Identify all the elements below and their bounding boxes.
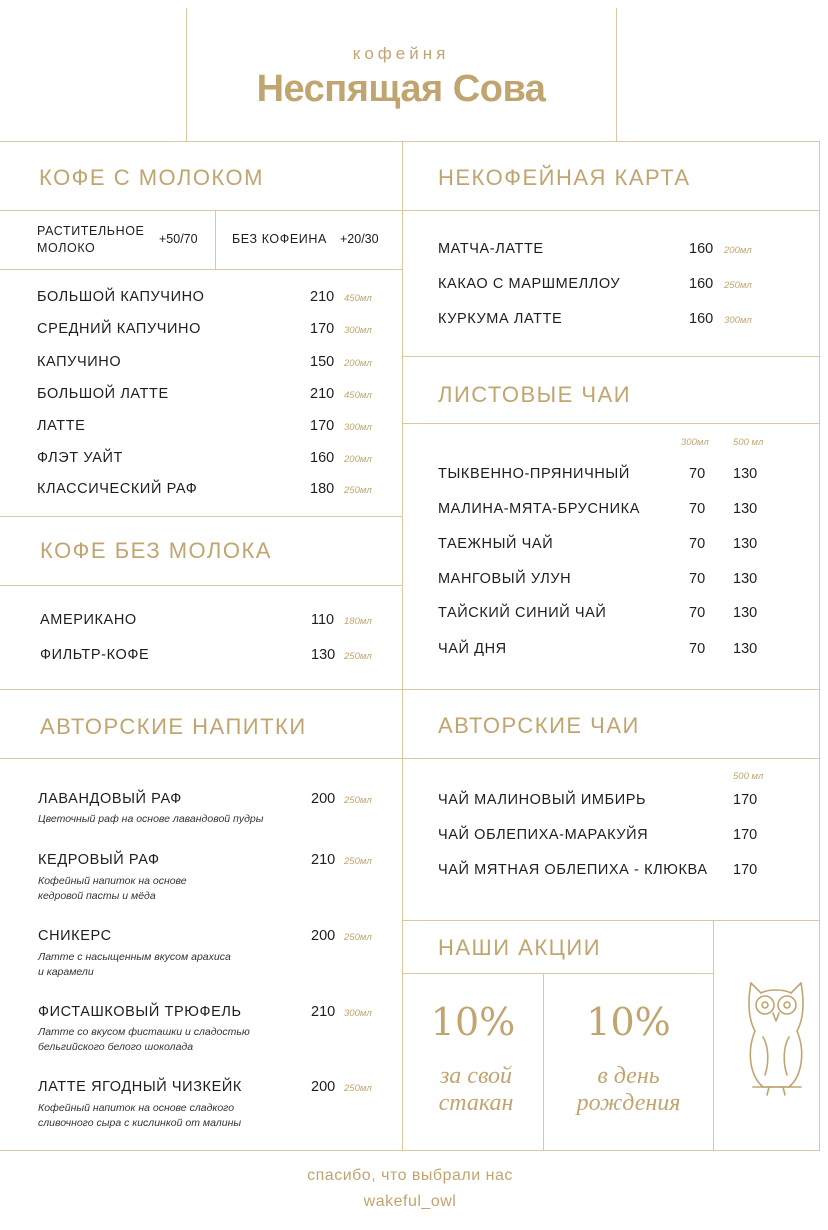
price-large: 130 [733, 605, 758, 621]
item-name: МАНГОВЫЙ УЛУН [438, 571, 572, 587]
promo-value: 10% [430, 1000, 516, 1044]
divider [819, 141, 820, 1150]
section-title: АВТОРСКИЕ ЧАИ [438, 713, 640, 738]
addon-label: МОЛОКО [37, 241, 96, 255]
item-volume: 300мл [344, 1008, 372, 1019]
description-line: сливочного сыра с кислинкой от малины [38, 1117, 242, 1129]
item-price: 170 [733, 862, 758, 878]
promo-text [403, 1063, 549, 1117]
item-name: ЧАЙ МАЛИНОВЫЙ ИМБИРЬ [438, 792, 647, 808]
addon-price: +20/30 [340, 232, 379, 246]
item-price: 170 [310, 418, 335, 434]
item-price: 150 [310, 354, 335, 370]
divider [0, 758, 402, 759]
divider [616, 8, 617, 141]
divider [0, 689, 402, 690]
price-small: 70 [689, 641, 706, 657]
item-volume: 250мл [344, 1083, 372, 1094]
price-large: 130 [733, 501, 758, 517]
section-title: ЛИСТОВЫЕ ЧАИ [438, 382, 632, 407]
item-price: 180 [310, 481, 335, 497]
item-volume: 300мл [344, 422, 372, 433]
item-price: 200 [311, 791, 336, 807]
divider [402, 689, 820, 690]
item-volume: 200мл [724, 245, 752, 256]
price-large: 130 [733, 466, 758, 482]
price-small: 70 [689, 501, 706, 517]
divider [0, 210, 402, 211]
item-volume: 250мл [344, 932, 372, 943]
item-description [38, 1025, 250, 1055]
item-name: ФИСТАШКОВЫЙ ТРЮФЕЛЬ [38, 1004, 242, 1020]
item-volume: 300мл [724, 315, 752, 326]
item-price: 210 [310, 386, 335, 402]
item-volume: 250мл [344, 856, 372, 867]
description-line: кедровой пасты и мёда [38, 890, 156, 902]
divider [0, 516, 402, 517]
description-line: и карамели [38, 966, 94, 978]
item-price: 170 [733, 827, 758, 843]
item-name: КУРКУМА ЛАТТЕ [438, 311, 563, 327]
price-large: 130 [733, 641, 758, 657]
item-name: КЛАССИЧЕСКИЙ РАФ [37, 481, 198, 497]
divider [0, 141, 820, 142]
addon-plant-milk [37, 223, 144, 257]
item-price: 210 [311, 1004, 336, 1020]
item-price: 160 [689, 311, 714, 327]
item-name: БОЛЬШОЙ ЛАТТЕ [37, 386, 169, 402]
column-header: 500 мл [733, 437, 764, 448]
item-price: 160 [310, 450, 335, 466]
item-description [38, 950, 231, 980]
footer-thanks: спасибо, что выбрали нас [307, 1167, 513, 1184]
item-name: КАКАО С МАРШМЕЛЛОУ [438, 276, 621, 292]
description-line: Латте с насыщенным вкусом арахиса [38, 951, 231, 963]
item-price: 130 [311, 647, 336, 663]
promo-line: рождения [576, 1090, 681, 1116]
item-price: 160 [689, 241, 714, 257]
price-large: 130 [733, 536, 758, 552]
divider [0, 1150, 820, 1151]
item-price: 170 [310, 321, 335, 337]
description-line: Кофейный напиток на основе [38, 875, 187, 887]
item-volume: 250мл [344, 651, 372, 662]
item-name: КАПУЧИНО [37, 354, 122, 370]
cafe-title: Неспящая Сова [256, 68, 546, 110]
item-volume: 250мл [344, 485, 372, 496]
description-line: Кофейный напиток на основе сладкого [38, 1102, 235, 1114]
section-title: КОФЕ БЕЗ МОЛОКА [40, 538, 272, 563]
description-line: Цветочный раф на основе лавандовой пудры [38, 813, 264, 825]
item-name: АМЕРИКАНО [40, 612, 137, 628]
section-title: АВТОРСКИЕ НАПИТКИ [40, 714, 307, 739]
section-title: КОФЕ С МОЛОКОМ [39, 165, 264, 190]
promo-line: в день [597, 1063, 660, 1089]
item-volume: 200мл [344, 454, 372, 465]
item-description [38, 1101, 241, 1131]
divider [402, 423, 820, 424]
item-volume: 250мл [344, 795, 372, 806]
item-price: 110 [311, 612, 335, 628]
item-name: КЕДРОВЫЙ РАФ [38, 852, 160, 868]
item-name: ЧАЙ ДНЯ [438, 641, 507, 657]
item-volume: 200мл [344, 358, 372, 369]
description-line: Латте со вкусом фисташки и сладостью [38, 1026, 250, 1038]
price-large: 130 [733, 571, 758, 587]
item-name: ТЫКВЕННО-ПРЯНИЧНЫЙ [438, 466, 630, 482]
item-name: МАЛИНА-МЯТА-БРУСНИКА [438, 501, 640, 517]
item-name: БОЛЬШОЙ КАПУЧИНО [37, 289, 205, 305]
addon-price: +50/70 [159, 232, 198, 246]
item-volume: 450мл [344, 293, 372, 304]
divider [0, 585, 402, 586]
divider [713, 920, 714, 1150]
divider [402, 141, 403, 1150]
divider [402, 758, 820, 759]
item-price: 200 [311, 928, 336, 944]
item-price: 170 [733, 792, 758, 808]
cafe-subtitle: кофейня [352, 44, 450, 63]
item-name: ЛАВАНДОВЫЙ РАФ [38, 791, 182, 807]
item-name: СРЕДНИЙ КАПУЧИНО [37, 321, 202, 337]
item-name: ЧАЙ ОБЛЕПИХА-МАРАКУЙЯ [438, 827, 649, 843]
divider [215, 210, 216, 269]
item-volume: 250мл [724, 280, 752, 291]
section-title: НЕКОФЕЙНАЯ КАРТА [438, 165, 691, 190]
item-name: ЛАТТЕ ЯГОДНЫЙ ЧИЗКЕЙК [38, 1079, 242, 1095]
item-name: ФИЛЬТР-КОФЕ [40, 647, 150, 663]
promo-line: за свой [439, 1063, 513, 1089]
instagram-handle[interactable]: wakeful_owl [363, 1193, 457, 1210]
price-small: 70 [689, 605, 706, 621]
item-price: 160 [689, 276, 714, 292]
item-name: ЛАТТЕ [37, 418, 86, 434]
item-price: 210 [310, 289, 335, 305]
price-small: 70 [689, 466, 706, 482]
item-volume: 450мл [344, 390, 372, 401]
item-name: ФЛЭТ УАЙТ [37, 450, 123, 466]
divider [0, 269, 402, 270]
promo-value: 10% [586, 1000, 671, 1044]
item-volume: 180мл [344, 616, 372, 627]
section-title: НАШИ АКЦИИ [438, 935, 602, 960]
item-name: ТАЙСКИЙ СИНИЙ ЧАЙ [438, 605, 607, 621]
item-name: ТАЕЖНЫЙ ЧАЙ [438, 536, 554, 552]
column-header: 500 мл [733, 771, 764, 782]
divider [402, 920, 820, 921]
item-price: 200 [311, 1079, 336, 1095]
column-header: 300мл [681, 437, 709, 448]
item-name: ЧАЙ МЯТНАЯ ОБЛЕПИХА - КЛЮКВА [438, 862, 708, 878]
item-name: СНИКЕРС [38, 928, 112, 944]
owl-icon [741, 975, 811, 1110]
item-description [38, 812, 263, 827]
item-volume: 300мл [344, 325, 372, 336]
description-line: бельгийского белого шоколада [38, 1041, 194, 1053]
promo-text [544, 1063, 713, 1117]
item-description [38, 874, 187, 904]
divider [402, 356, 820, 357]
price-small: 70 [689, 536, 706, 552]
divider [402, 210, 820, 211]
price-small: 70 [689, 571, 706, 587]
addon-decaf: БЕЗ КОФЕИНА [232, 232, 327, 246]
item-name: МАТЧА-ЛАТТЕ [438, 241, 544, 257]
divider [402, 973, 713, 974]
addon-label: РАСТИТЕЛЬНОЕ [37, 224, 145, 238]
promo-line: стакан [438, 1090, 514, 1116]
item-price: 210 [311, 852, 336, 868]
